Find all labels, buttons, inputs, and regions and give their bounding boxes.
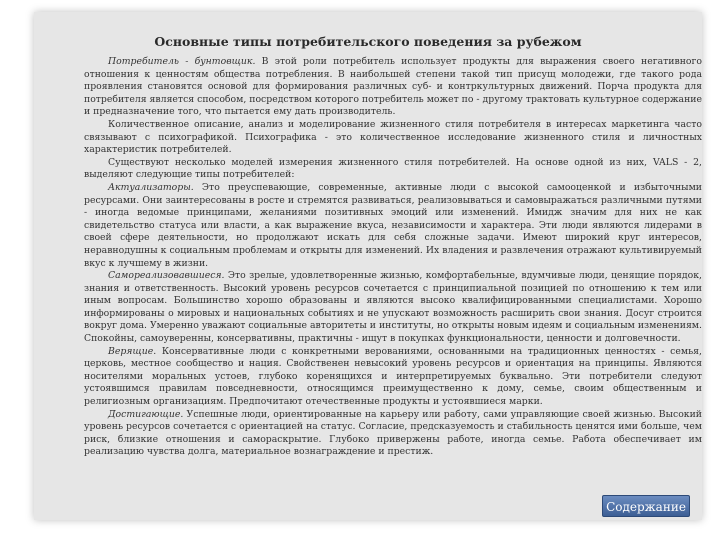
paragraph-lead: Самореализовавшиеся. bbox=[108, 270, 225, 282]
paragraph-lead: Достигающие. bbox=[108, 408, 184, 420]
paragraph bbox=[84, 182, 702, 270]
paragraph-lead: Потребитель - бунтовщик. bbox=[108, 56, 256, 67]
paragraph bbox=[84, 270, 702, 346]
page-title: Основные типы потребительского поведения за рубежом bbox=[154, 34, 582, 49]
contents-button[interactable]: Содержание bbox=[602, 495, 690, 517]
paragraph-text: Это преуспевающие, современные, активные люди с высокой самооценкой и избыточными ресурсами. Они заинтересованы в росте и стремятся развиваться, реализовываться и самовыражаться различными путями - иногда ведомые принципами, желаниями позитивных эмоций или изменений. Имидж значим для них не как свидетельство статуса или власти, а как выражение вкуса, независимости и характера. Эти люди являются лидерами в своей сфере деятельности, но продолжают искать для себя сложные задачи. Имеют широкий круг интересов, неравнодушны к социальным проблемам и открыты для изменений. Их владения и развлечения отражают культивируемый вкус к лучшему в жизни. bbox=[84, 181, 702, 269]
paragraph-lead: Верящие. bbox=[108, 345, 157, 357]
paragraph-text: Это зрелые, удовлетворенные жизнью, комфортабельные, вдумчивые люди, ценящие порядок, знания и ответственность. Высокий уровень ресурсов сочетается с принципиальной позицией по отношению к тем или иным вопросам. Большинство хорошо образованы и являются высоко квалифицированными специалистами. Хорошо информированы о мировых и национальных событиях и не упускают возможность расширить свои знания. Досуг строится вокруг дома. Умеренно уважают социальные авторитеты и институты, но открыты новым идеям и социальным изменениям. Спокойны, самоуверенны, консервативны, практичны - ищут в покупках функциональности, ценности и долговечности. bbox=[84, 270, 702, 345]
paragraph-text: В этой роли потребитель использует продукты для выражения своего негативного отношения к ценностям общества потребления. В наибольшей степени такой тип присущ молодежи, где такого рода проявления становятся основой для формирования различных суб- и контркультурных движений. Порча продукта для потребителя является способом, посредством которого потребитель может по - другому трактовать культурное содержание и предназначение того, что пытается ему дать производитель. bbox=[84, 56, 702, 118]
paragraph bbox=[84, 409, 702, 459]
paragraph-text: Существуют несколько моделей измерения жизненного стиля потребителей. На основе одной из них, VALS - 2, выделяют следующие типы потребителей: bbox=[84, 156, 702, 181]
paragraph-text: Количественное описание, анализ и моделирование жизненного стиля потребителя в интересах маркетинга часто связывают с психографикой. Психографика - это количественное исследование жизненного стиля и личностных характеристик потребителей. bbox=[84, 118, 702, 156]
paragraph bbox=[84, 346, 702, 409]
paragraph-text: Успешные люди, ориентированные на карьеру или работу, сами управляющие своей жизнью. Высокий уровень ресурсов сочетается с ориентацией на статус. Согласие, предсказуемость и стабильность ценятся ими больше, чем риск, близкие отношения и самораскрытие. Глубоко привержены работе, иногда семье. Работа обеспечивает им реализацию чувства долга, материальное вознаграждение и престиж. bbox=[84, 408, 702, 458]
paragraph bbox=[84, 56, 702, 119]
body-text bbox=[84, 56, 702, 459]
paragraph bbox=[84, 157, 702, 182]
paragraph-text: Консервативные люди с конкретными верованиями, основанными на традиционных ценностях - семья, церковь, местное сообщество и нация. Свойственен невысокий уровень ресурсов и ориентация на принципы. Являются носителями моральных устоев, глубоко коренящихся и интерпретируемых буквально. Эти потребители следуют устоявшимся правилам повседневности, относящимся преимущественно к дому, семье, своим общественным и религиозным организациям. Предпочитают отечественные продукты и устоявшиеся марки. bbox=[84, 345, 702, 408]
paragraph-lead: Актуализаторы. bbox=[108, 181, 194, 193]
paragraph bbox=[84, 119, 702, 157]
content-panel bbox=[34, 12, 702, 520]
